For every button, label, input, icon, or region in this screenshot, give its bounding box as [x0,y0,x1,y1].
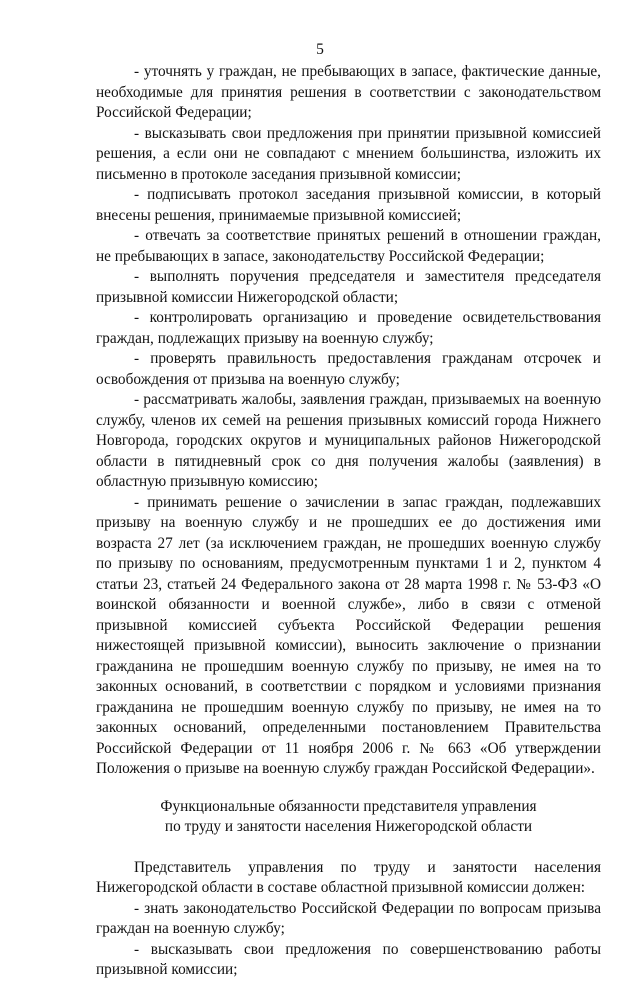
duty-item-5: - выполнять поручения председателя и заместителя председателя призывной комиссии Нижегородской области; [96,268,601,306]
section-heading [96,797,601,838]
duty-item-3: - подписывать протокол заседания призывной комиссии, в который внесены решения, принимаемые призывной комиссией; [96,186,601,224]
intro-paragraph: Представитель управления по труду и занятости населения Нижегородской области в составе областной призывной комиссии должен: [96,858,601,896]
page-content [96,62,601,981]
page-number: 5 [316,41,324,58]
duty-item-4: - отвечать за соответствие принятых решений в отношении граждан, не пребывающих в запасе, законодательству Российской Федерации; [96,227,601,265]
duty-item-11: - высказывать свои предложения по совершенствованию работы призывной комиссии; [96,940,601,978]
duty-item-8: - рассматривать жалобы, заявления граждан, призываемых на военную службу, членов их семей на решения призывных комиссий города Нижнего Новгорода, городских округов и муниципальных районов Нижегородской области в пятидневный срок со дня получения жалобы (заявления) в областную призывную комиссию; [96,391,601,490]
duty-item-1: - уточнять у граждан, не пребывающих в запасе, фактические данные, необходимые для принятия решения в соответствии с законодательством Российской Федерации; [96,63,601,121]
duty-item-2: - высказывать свои предложения при принятии призывной комиссией решения, а если они не совпадают с мнением большинства, изложить их письменно в протоколе заседания призывной комиссии; [96,124,601,183]
duty-item-9: - принимать решение о зачислении в запас граждан, подлежавших призыву на военную службу и не прошедших ее до достижения ими возраста 27 лет (за исключением граждан, не прошедших военную службу по призыву по основаниям, предусмотренным пунктами 1 и 2, пунктом 4 статьи 23, статьей 24 Федерального закона от 28 марта 1998 г. № 53-ФЗ «О воинской обязанности и военной службе», либо в связи с отменой призывной комиссией субъекта Российской Федерации решения нижестоящей призывной комиссии), выносить заключение о признании гражданина не прошедшим военную службу по призыву, не имея на то законных оснований, в соответствии с порядком и условиями признания гражданина не прошедшим военную службу по призыву, не имея на то законных оснований, определенными постановлением Правительства Российской Федерации от 11 ноября 2006 г. № 663 «Об утверждении Положения о призыве на военную службу граждан Российской Федерации». [96,493,601,777]
section-heading-line-1: Функциональные обязанности представителя управления [160,797,537,815]
duty-item-10: - знать законодательство Российской Федерации по вопросам призыва граждан на военную службу; [96,899,601,937]
duty-item-7: - проверять правильность предоставления гражданам отсрочек и освобождения от призыва на военную службу; [96,350,601,388]
section-heading-line-2: по труду и занятости населения Нижегородской области [164,818,533,835]
spacer [96,838,601,858]
duty-item-6: - контролировать организацию и проведение освидетельствования граждан, подлежащих призыву на военную службу; [96,309,601,347]
